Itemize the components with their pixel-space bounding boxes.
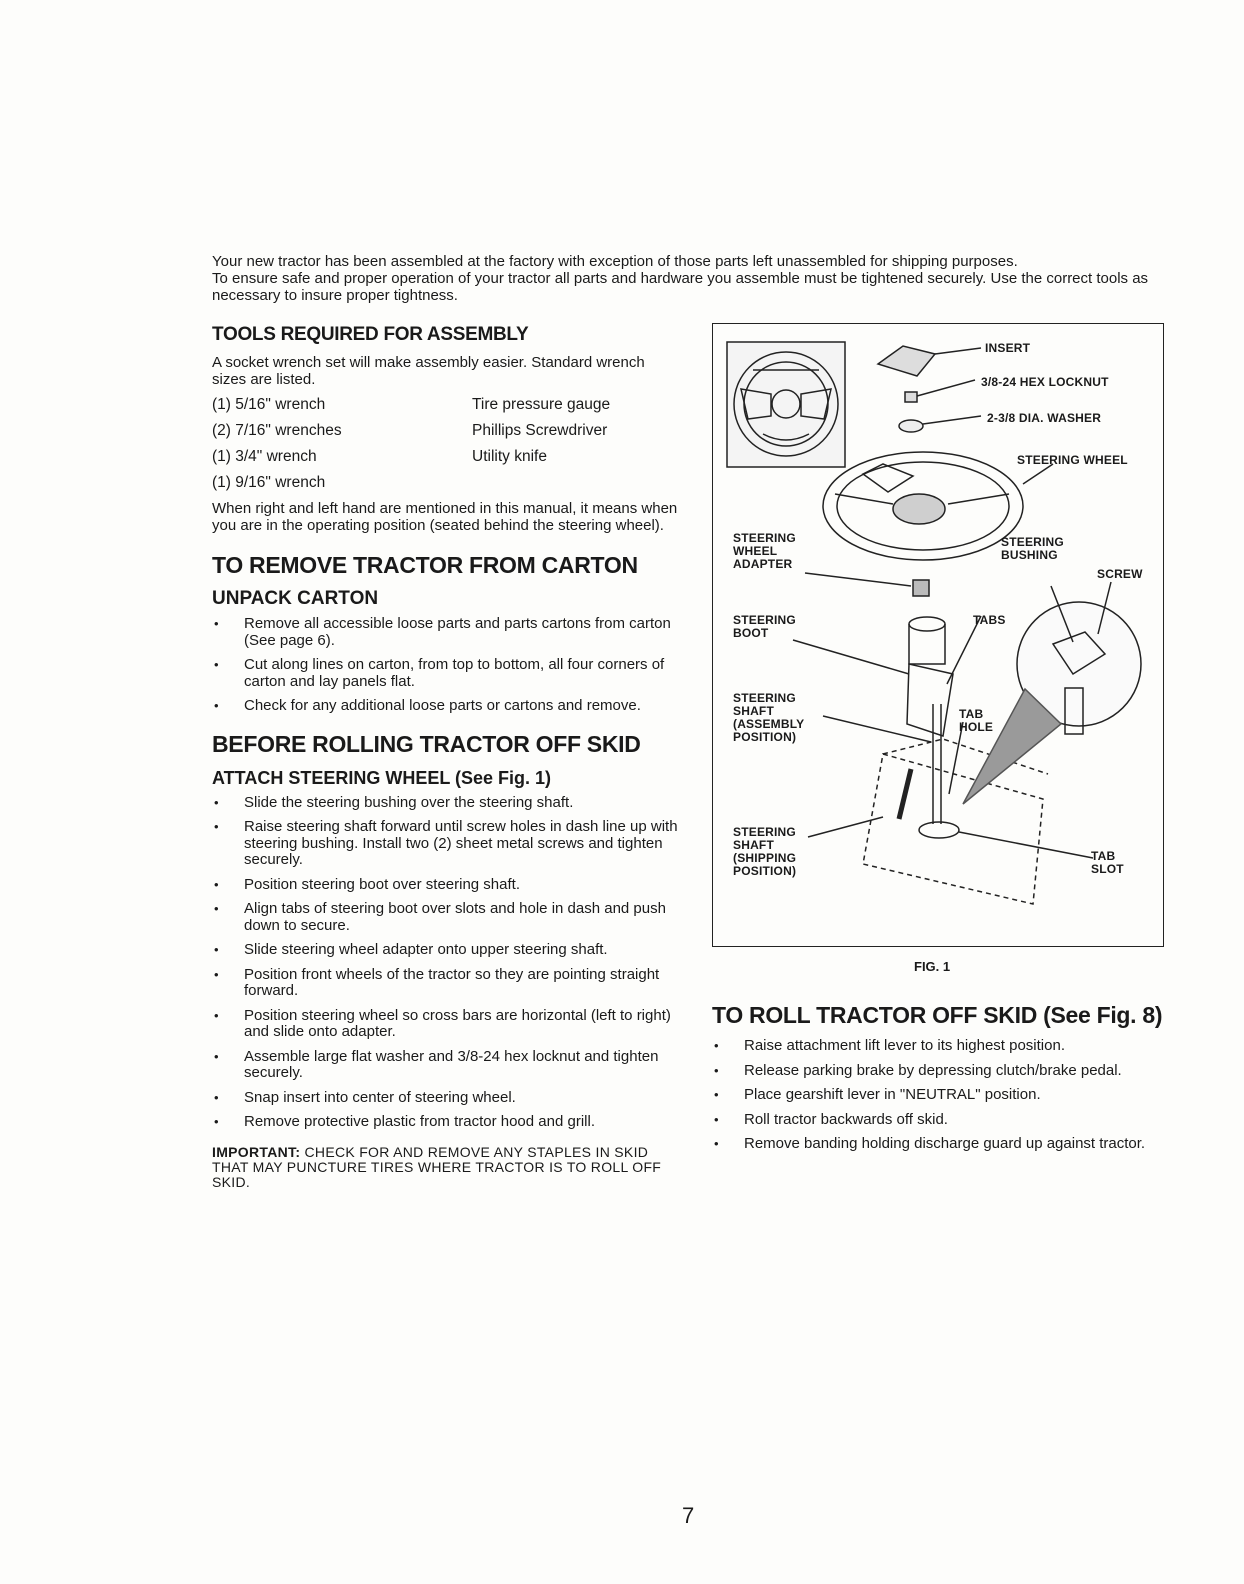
label-locknut: 3/8-24 HEX LOCKNUT	[981, 375, 1109, 389]
important-text: CHECK FOR AND REMOVE ANY STAPLES IN SKID THAT MAY PUNCTURE TIRES WHERE TRACTOR IS TO ROLL OFF SKID.	[212, 1143, 662, 1190]
tool-item: Phillips Screwdriver	[472, 422, 608, 439]
right-column	[712, 990, 1182, 1165]
list-item: • Position front wheels of the tractor so they are pointing straight forward.	[212, 967, 680, 1000]
left-column	[212, 322, 680, 1204]
list-item: • Slide the steering bushing over the steering shaft.	[212, 795, 680, 812]
label-screw: SCREW	[1097, 567, 1143, 581]
label-steering-boot: STEERING BOOT	[733, 613, 796, 640]
tool-item: Utility knife	[472, 448, 547, 465]
unpack-list	[212, 616, 680, 715]
list-item: • Slide steering wheel adapter onto upper steering shaft.	[212, 942, 680, 959]
important-warning	[212, 1145, 680, 1190]
roll-heading: TO ROLL TRACTOR OFF SKID (See Fig. 8)	[712, 1002, 1163, 1028]
list-item: • Remove banding holding discharge guard up against tractor.	[712, 1136, 1182, 1153]
list-item: • Raise steering shaft forward until screw holes in dash line up with steering bushing. Install two (2) sheet metal screws and tighten securely.	[212, 819, 680, 869]
list-item: • Assemble large flat washer and 3/8-24 hex locknut and tighten securely.	[212, 1049, 680, 1082]
roll-list	[712, 1038, 1182, 1153]
figure-caption: FIG. 1	[914, 959, 951, 974]
list-item: • Roll tractor backwards off skid.	[712, 1112, 1182, 1129]
remove-heading: TO REMOVE TRACTOR FROM CARTON	[212, 552, 638, 578]
attach-wheel-subheading: ATTACH STEERING WHEEL (See Fig. 1)	[212, 767, 552, 788]
label-steering-bushing: STEERING BUSHING	[1001, 535, 1064, 562]
tool-item: (2) 7/16" wrenches	[212, 422, 342, 439]
list-item: • Align tabs of steering boot over slots and hole in dash and push down to secure.	[212, 901, 680, 934]
list-item: • Position steering wheel so cross bars are horizontal (left to right) and slide onto adapter.	[212, 1008, 680, 1041]
label-tabs: TABS	[973, 613, 1006, 627]
unpack-subheading: UNPACK CARTON	[212, 588, 379, 609]
tool-item: Tire pressure gauge	[472, 396, 611, 413]
attach-wheel-list	[212, 795, 680, 1131]
figure-1-diagram	[712, 323, 1164, 947]
tools-heading: TOOLS REQUIRED FOR ASSEMBLY	[212, 324, 529, 345]
list-item: • Remove all accessible loose parts and parts cartons from carton (See page 6).	[212, 616, 680, 649]
tool-item: (1) 5/16" wrench	[212, 396, 326, 413]
list-item: • Place gearshift lever in "NEUTRAL" position.	[712, 1087, 1182, 1104]
list-item: • Release parking brake by depressing clutch/brake pedal.	[712, 1063, 1182, 1080]
tool-item: (1) 3/4" wrench	[212, 448, 317, 465]
tool-item: (1) 9/16" wrench	[212, 474, 326, 491]
hand-orientation-note: When right and left hand are mentioned in this manual, it means when you are in the operating position (seated behind the steering wheel).	[212, 500, 678, 534]
label-shaft-shipping: STEERING SHAFT (SHIPPING POSITION)	[733, 825, 797, 878]
label-tab-slot: TAB SLOT	[1091, 849, 1124, 876]
label-insert: INSERT	[985, 341, 1031, 355]
label-wheel-adapter: STEERING WHEEL ADAPTER	[733, 531, 796, 571]
intro-line-1: Your new tractor has been assembled at the factory with exception of those parts left unassembled for shipping purposes.	[212, 253, 1018, 270]
page-number: 7	[682, 1503, 695, 1528]
label-washer: 2-3/8 DIA. WASHER	[987, 411, 1102, 425]
important-label: IMPORTANT:	[212, 1143, 301, 1160]
list-item: • Check for any additional loose parts or cartons and remove.	[212, 698, 680, 715]
list-item: • Snap insert into center of steering wheel.	[212, 1090, 680, 1107]
tools-list	[212, 396, 680, 492]
label-tab-hole: TAB HOLE	[959, 707, 994, 734]
intro-text	[212, 253, 1182, 304]
label-shaft-assembly: STEERING SHAFT (ASSEMBLY POSITION)	[733, 691, 805, 744]
before-heading: BEFORE ROLLING TRACTOR OFF SKID	[212, 730, 641, 757]
tool-item	[472, 474, 680, 492]
list-item: • Remove protective plastic from tractor hood and grill.	[212, 1114, 680, 1131]
tools-description: A socket wrench set will make assembly easier. Standard wrench sizes are listed.	[212, 354, 645, 388]
list-item: • Cut along lines on carton, from top to bottom, all four corners of carton and lay panels flat.	[212, 657, 680, 690]
list-item: • Position steering boot over steering shaft.	[212, 877, 680, 894]
list-item: • Raise attachment lift lever to its highest position.	[712, 1038, 1182, 1055]
intro-line-2: To ensure safe and proper operation of your tractor all parts and hardware you assemble must be tightened securely. Use the correct tools as necessary to insure proper tightness.	[212, 270, 1149, 304]
label-steering-wheel: STEERING WHEEL	[1017, 453, 1128, 467]
